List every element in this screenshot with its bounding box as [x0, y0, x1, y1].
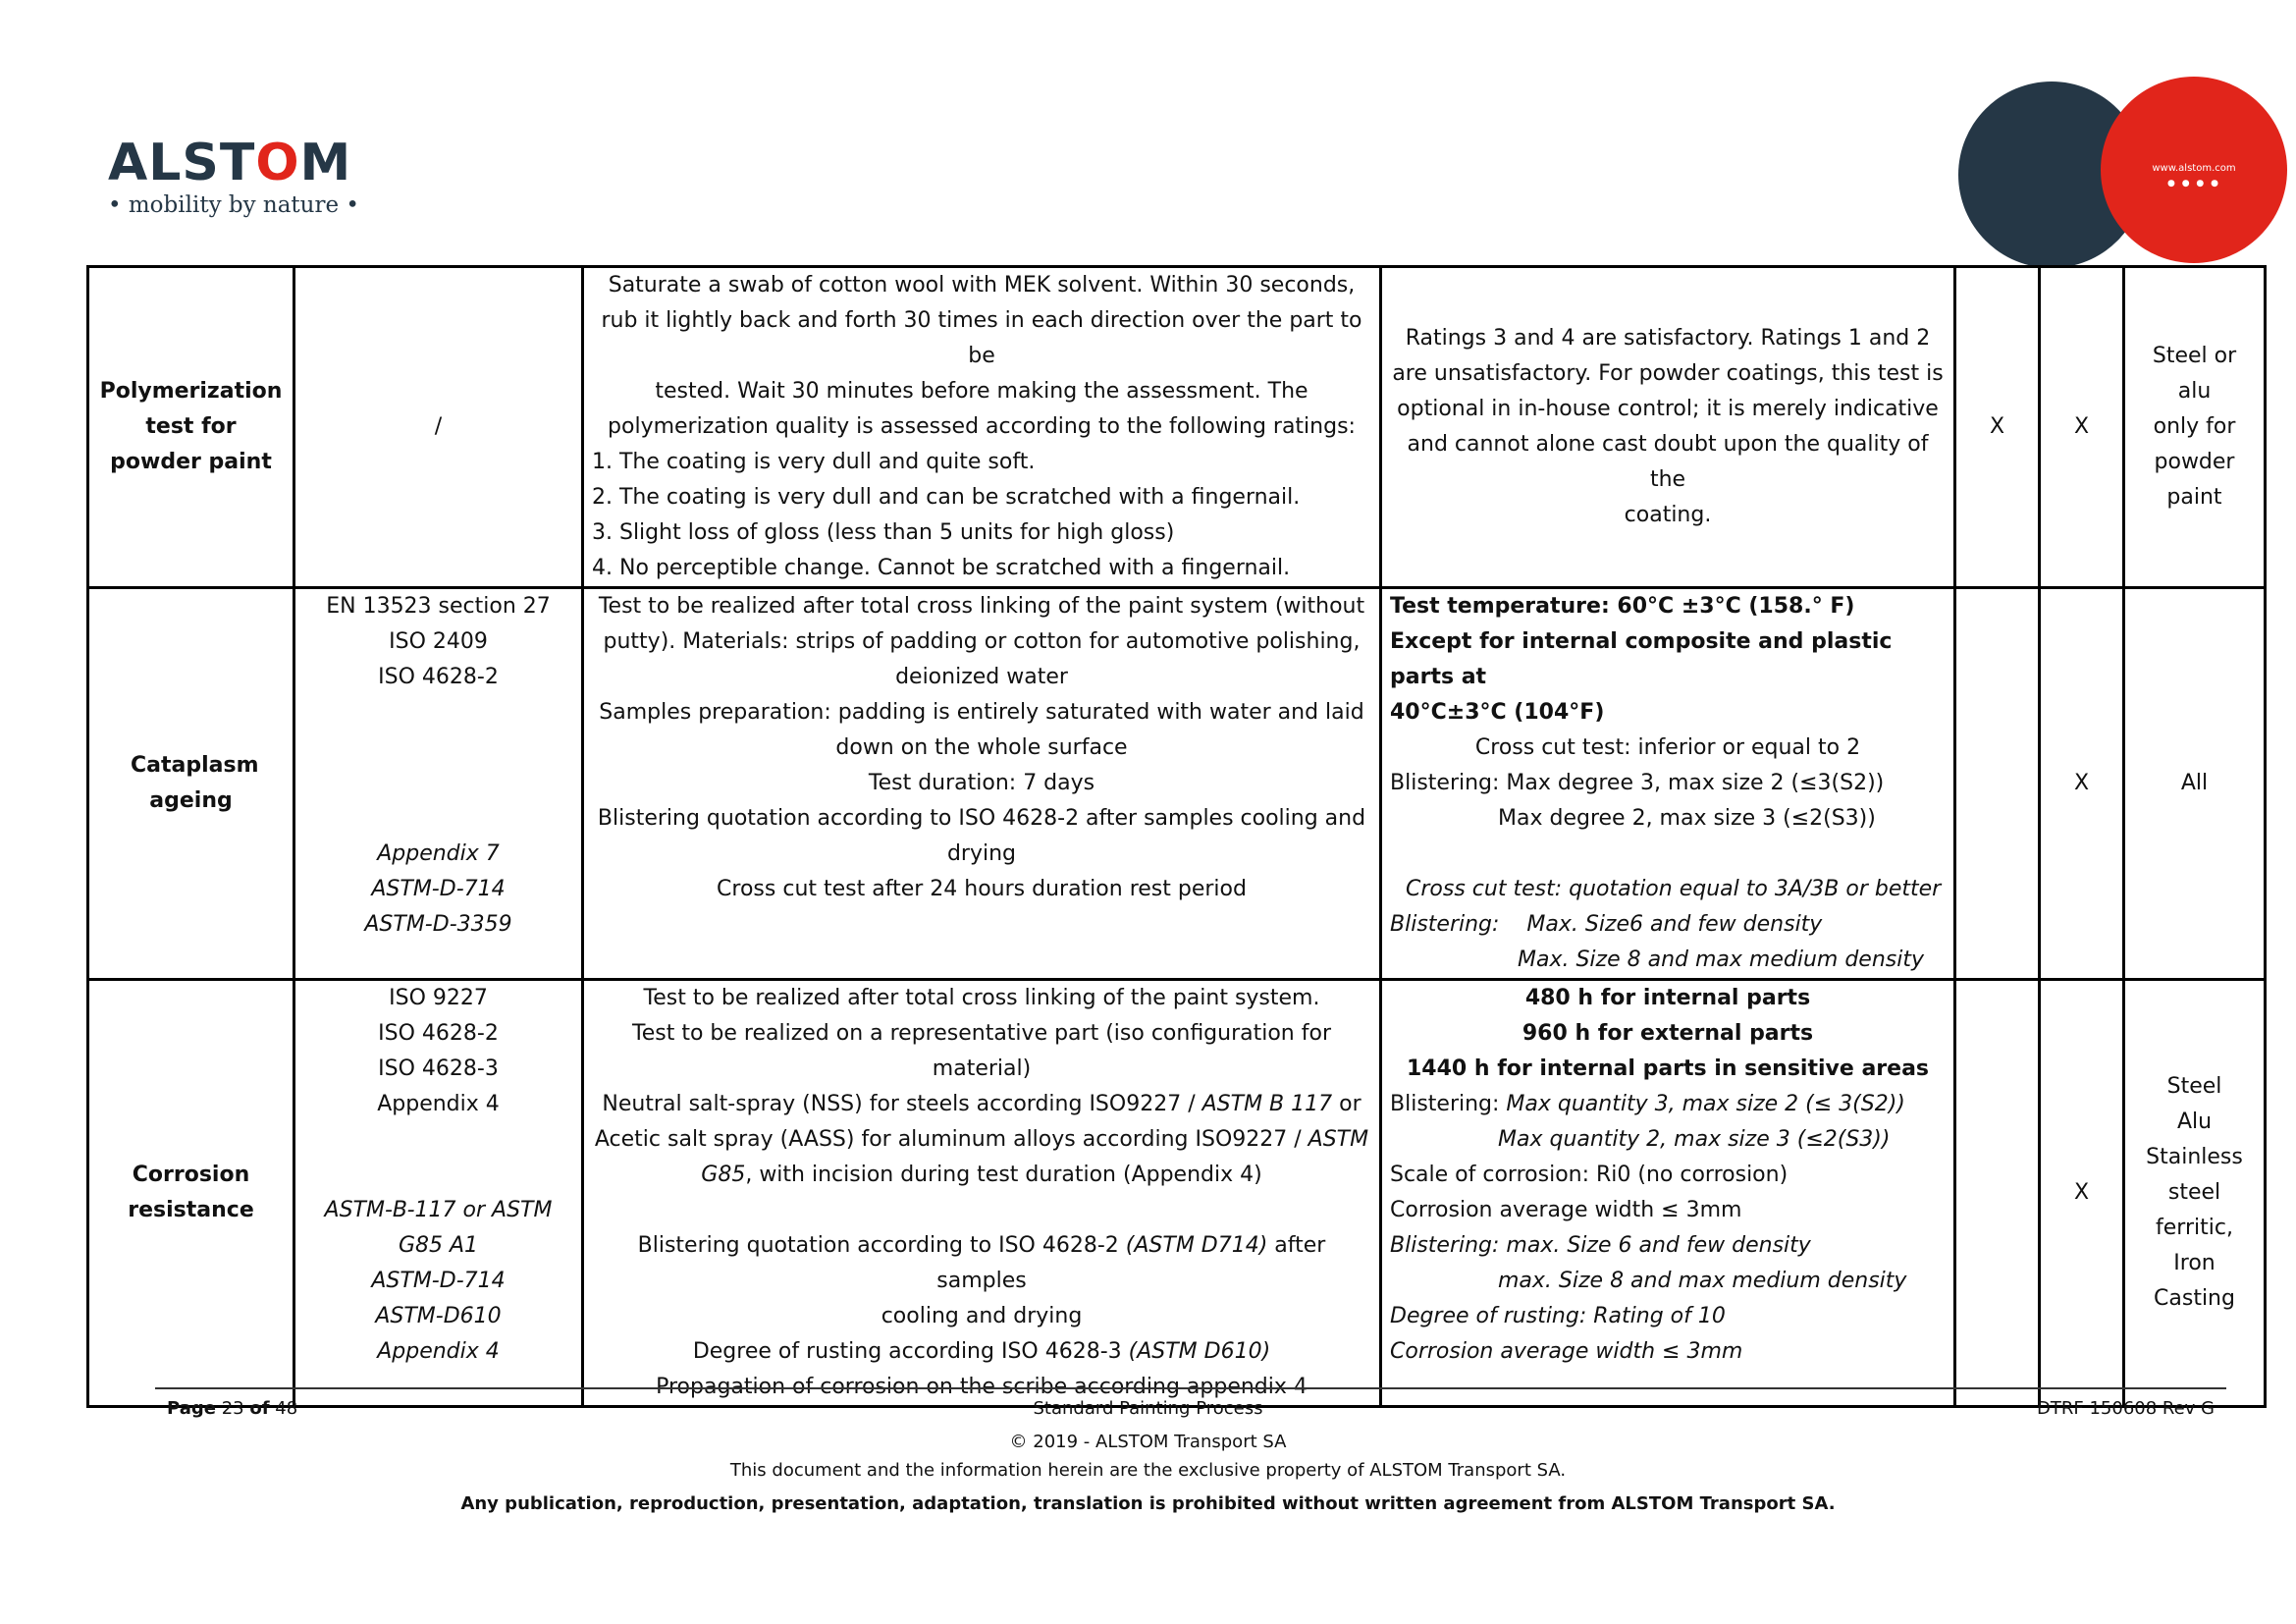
table-row — [88, 980, 2266, 1407]
method-line: Test to be realized after total cross linking of the paint system. — [643, 986, 1320, 1010]
spacer — [303, 695, 573, 731]
scope-line: ferritic, — [2156, 1216, 2233, 1240]
criteria-cell — [1381, 980, 1955, 1407]
footer-divider — [155, 1387, 2226, 1389]
method-line: 1. The coating is very dull and quite soft. — [592, 450, 1036, 474]
scope-line: Iron — [2173, 1251, 2216, 1275]
spacer — [592, 1193, 1371, 1228]
criteria-line: Test temperature: 60°C ±3°C (158.° F) — [1390, 594, 1855, 619]
applicability-mark-1 — [1955, 980, 2040, 1407]
copyright-line: © 2019 - ALSTOM Transport SA — [1009, 1432, 1287, 1452]
scope-line: Alu — [2176, 1110, 2213, 1134]
applicability-mark-2: X — [2040, 588, 2124, 980]
criteria-line: Blistering: Max. Size6 and few density — [1390, 912, 1823, 937]
red-circle-badge — [2101, 77, 2287, 263]
applicability-mark-2: X — [2040, 267, 2124, 588]
criteria-line: Max degree 2, max size 3 (≤2(S3)) — [1498, 806, 1876, 831]
test-name: Corrosion resistance — [128, 1163, 254, 1222]
scope-line: steel — [2167, 1180, 2221, 1205]
scope-line: All — [2180, 771, 2209, 795]
scope-cell — [2124, 588, 2266, 980]
test-name: Polymerization test for powder paint — [99, 379, 283, 474]
method-line: drying — [946, 841, 1017, 866]
document-title: Standard Painting Process — [1033, 1398, 1263, 1419]
standards-cell — [294, 588, 583, 980]
method-line: deionized water — [895, 665, 1068, 689]
applicability-mark-2: X — [2040, 980, 2124, 1407]
standard-ref: ISO 9227 — [389, 986, 488, 1010]
method-line: rub it lightly back and forth 30 times in each direction over the part to be — [601, 308, 1362, 368]
standard-ref: Appendix 4 — [377, 1092, 500, 1116]
criteria-line: Cross cut test: quotation equal to 3A/3B or better — [1406, 877, 1942, 901]
method-line: Test to be realized on a representative part (iso configuration for — [632, 1021, 1331, 1046]
standard-ref: Appendix 7 — [377, 841, 500, 866]
criteria-line: max. Size 8 and max medium density — [1498, 1269, 1907, 1293]
scope-line: Casting — [2154, 1286, 2235, 1311]
standard-ref: / — [434, 414, 443, 439]
criteria-line: Except for internal composite and plastic parts at — [1390, 629, 1893, 689]
criteria-line: 1440 h for internal parts in sensitive areas — [1406, 1056, 1930, 1081]
table-row — [88, 588, 2266, 980]
spacer — [303, 731, 573, 766]
method-line: Blistering quotation according to ISO 4628-2 (ASTM D714) after samples — [637, 1233, 1326, 1293]
scope-line: Stainless — [2146, 1145, 2243, 1169]
spacer — [303, 766, 573, 801]
method-line: Samples preparation: padding is entirely saturated with water and laid — [599, 700, 1364, 725]
criteria-line: Degree of rusting: Rating of 10 — [1390, 1304, 1726, 1328]
criteria-line: Corrosion average width ≤ 3mm — [1390, 1198, 1742, 1222]
standard-ref: ASTM-D610 — [375, 1304, 502, 1328]
method-line: tested. Wait 30 minutes before making the assessment. The — [655, 379, 1308, 404]
test-name-cell — [88, 588, 294, 980]
logo-wordmark: ALSTOM — [108, 134, 352, 192]
criteria-line: and cannot alone cast doubt upon the quality of the — [1407, 432, 1929, 492]
method-line: 3. Slight loss of gloss (less than 5 units for high gloss) — [592, 520, 1175, 545]
standard-ref: G85 A1 — [398, 1233, 479, 1258]
test-name-cell — [88, 980, 294, 1407]
website-url: www.alstom.com — [2152, 163, 2236, 174]
criteria-line: 40°C±3°C (104°F) — [1390, 700, 1605, 725]
criteria-line: are unsatisfactory. For powder coatings, this test is — [1392, 361, 1944, 386]
method-line: Blistering quotation according to ISO 4628-2 after samples cooling and — [597, 806, 1366, 831]
method-line: G85, with incision during test duration (Appendix 4) — [701, 1163, 1262, 1187]
scope-line: powder — [2154, 450, 2235, 474]
criteria-line: Max quantity 2, max size 3 (≤2(S3)) — [1498, 1127, 1891, 1152]
spacer — [303, 1122, 573, 1158]
property-notice: This document and the information herein are the exclusive property of ALSTOM Transport SA. — [729, 1460, 1567, 1481]
method-cell — [583, 267, 1381, 588]
method-line: Test duration: 7 days — [868, 771, 1095, 795]
spacer — [1390, 837, 1946, 872]
standard-ref: ASTM-D-714 — [371, 1269, 506, 1293]
applicability-mark-1: X — [1955, 267, 2040, 588]
test-name-cell — [88, 267, 294, 588]
method-line: Saturate a swab of cotton wool with MEK solvent. Within 30 seconds, — [608, 273, 1356, 298]
standard-ref: ASTM-B-117 or ASTM — [324, 1198, 553, 1222]
criteria-line: Corrosion average width ≤ 3mm — [1390, 1339, 1743, 1364]
standard-ref: ISO 4628-3 — [378, 1056, 499, 1081]
test-specification-table — [86, 265, 2267, 1408]
method-cell — [583, 588, 1381, 980]
method-line: material) — [932, 1056, 1032, 1081]
criteria-line: 960 h for external parts — [1522, 1021, 1814, 1046]
standard-ref: ISO 2409 — [389, 629, 488, 654]
criteria-line: coating. — [1624, 503, 1712, 527]
criteria-line: Max. Size 8 and max medium density — [1518, 947, 1924, 972]
method-cell — [583, 980, 1381, 1407]
page-number: Page 23 of 48 — [167, 1398, 298, 1419]
criteria-cell — [1381, 267, 1955, 588]
spacer — [303, 801, 573, 837]
method-line: 4. No perceptible change. Cannot be scratched with a fingernail. — [592, 556, 1291, 580]
standards-cell — [294, 267, 583, 588]
scope-cell — [2124, 980, 2266, 1407]
standard-ref: ASTM-D-714 — [371, 877, 506, 901]
alstom-logo — [108, 134, 359, 218]
document-reference: DTRF 150608 Rev G — [2037, 1398, 2215, 1419]
reproduction-notice: Any publication, reproduction, presentation, adaptation, translation is prohibited without written agreement from ALSTOM Transport SA. — [460, 1493, 1836, 1514]
logo-tagline: • mobility by nature • — [108, 192, 359, 218]
spacer — [303, 1158, 573, 1193]
standard-ref: Appendix 4 — [377, 1339, 500, 1364]
method-line: Acetic salt spray (AASS) for aluminum alloys according ISO9227 / ASTM — [594, 1127, 1369, 1152]
method-line: down on the whole surface — [835, 735, 1128, 760]
table-row — [88, 267, 2266, 588]
criteria-line: optional in in-house control; it is merely indicative — [1397, 397, 1939, 421]
scope-line: Steel or alu — [2152, 344, 2237, 404]
method-line: Neutral salt-spray (NSS) for steels according ISO9227 / ASTM B 117 or — [602, 1092, 1362, 1116]
scope-cell — [2124, 267, 2266, 588]
standard-ref: ISO 4628-2 — [378, 665, 499, 689]
method-line: putty). Materials: strips of padding or cotton for automotive polishing, — [603, 629, 1361, 654]
criteria-line: Ratings 3 and 4 are satisfactory. Ratings 1 and 2 — [1405, 326, 1931, 351]
method-line: Cross cut test after 24 hours duration rest period — [717, 877, 1247, 901]
standard-ref: ISO 4628-2 — [378, 1021, 499, 1046]
criteria-line: Blistering: Max quantity 3, max size 2 (≤ 3(S2)) — [1390, 1092, 1905, 1116]
criteria-line: 480 h for internal parts — [1524, 986, 1811, 1010]
criteria-line: Blistering: max. Size 6 and few density — [1390, 1233, 1811, 1258]
method-line: Propagation of corrosion on the scribe according appendix 4 — [656, 1375, 1308, 1399]
criteria-line: Blistering: Max degree 3, max size 2 (≤3(S2)) — [1390, 771, 1885, 795]
method-line: polymerization quality is assessed according to the following ratings: — [608, 414, 1356, 439]
method-line: cooling and drying — [881, 1304, 1083, 1328]
social-icons: ● ● ● ● — [2167, 179, 2220, 189]
standard-ref: ASTM-D-3359 — [364, 912, 512, 937]
method-line: 2. The coating is very dull and can be scratched with a fingernail. — [592, 485, 1301, 510]
scope-line: Steel — [2166, 1074, 2222, 1099]
scope-line: paint — [2166, 485, 2222, 510]
scope-line: only for — [2153, 414, 2236, 439]
criteria-line: Scale of corrosion: Ri0 (no corrosion) — [1390, 1163, 1789, 1187]
test-name: Cataplasm ageing — [131, 753, 259, 813]
criteria-line: Cross cut test: inferior or equal to 2 — [1474, 735, 1861, 760]
method-line: Test to be realized after total cross linking of the paint system (without — [598, 594, 1365, 619]
standard-ref: EN 13523 section 27 — [326, 594, 551, 619]
applicability-mark-1 — [1955, 588, 2040, 980]
criteria-cell — [1381, 588, 1955, 980]
method-line: Degree of rusting according ISO 4628-3 (ASTM D610) — [692, 1339, 1271, 1364]
standards-cell — [294, 980, 583, 1407]
